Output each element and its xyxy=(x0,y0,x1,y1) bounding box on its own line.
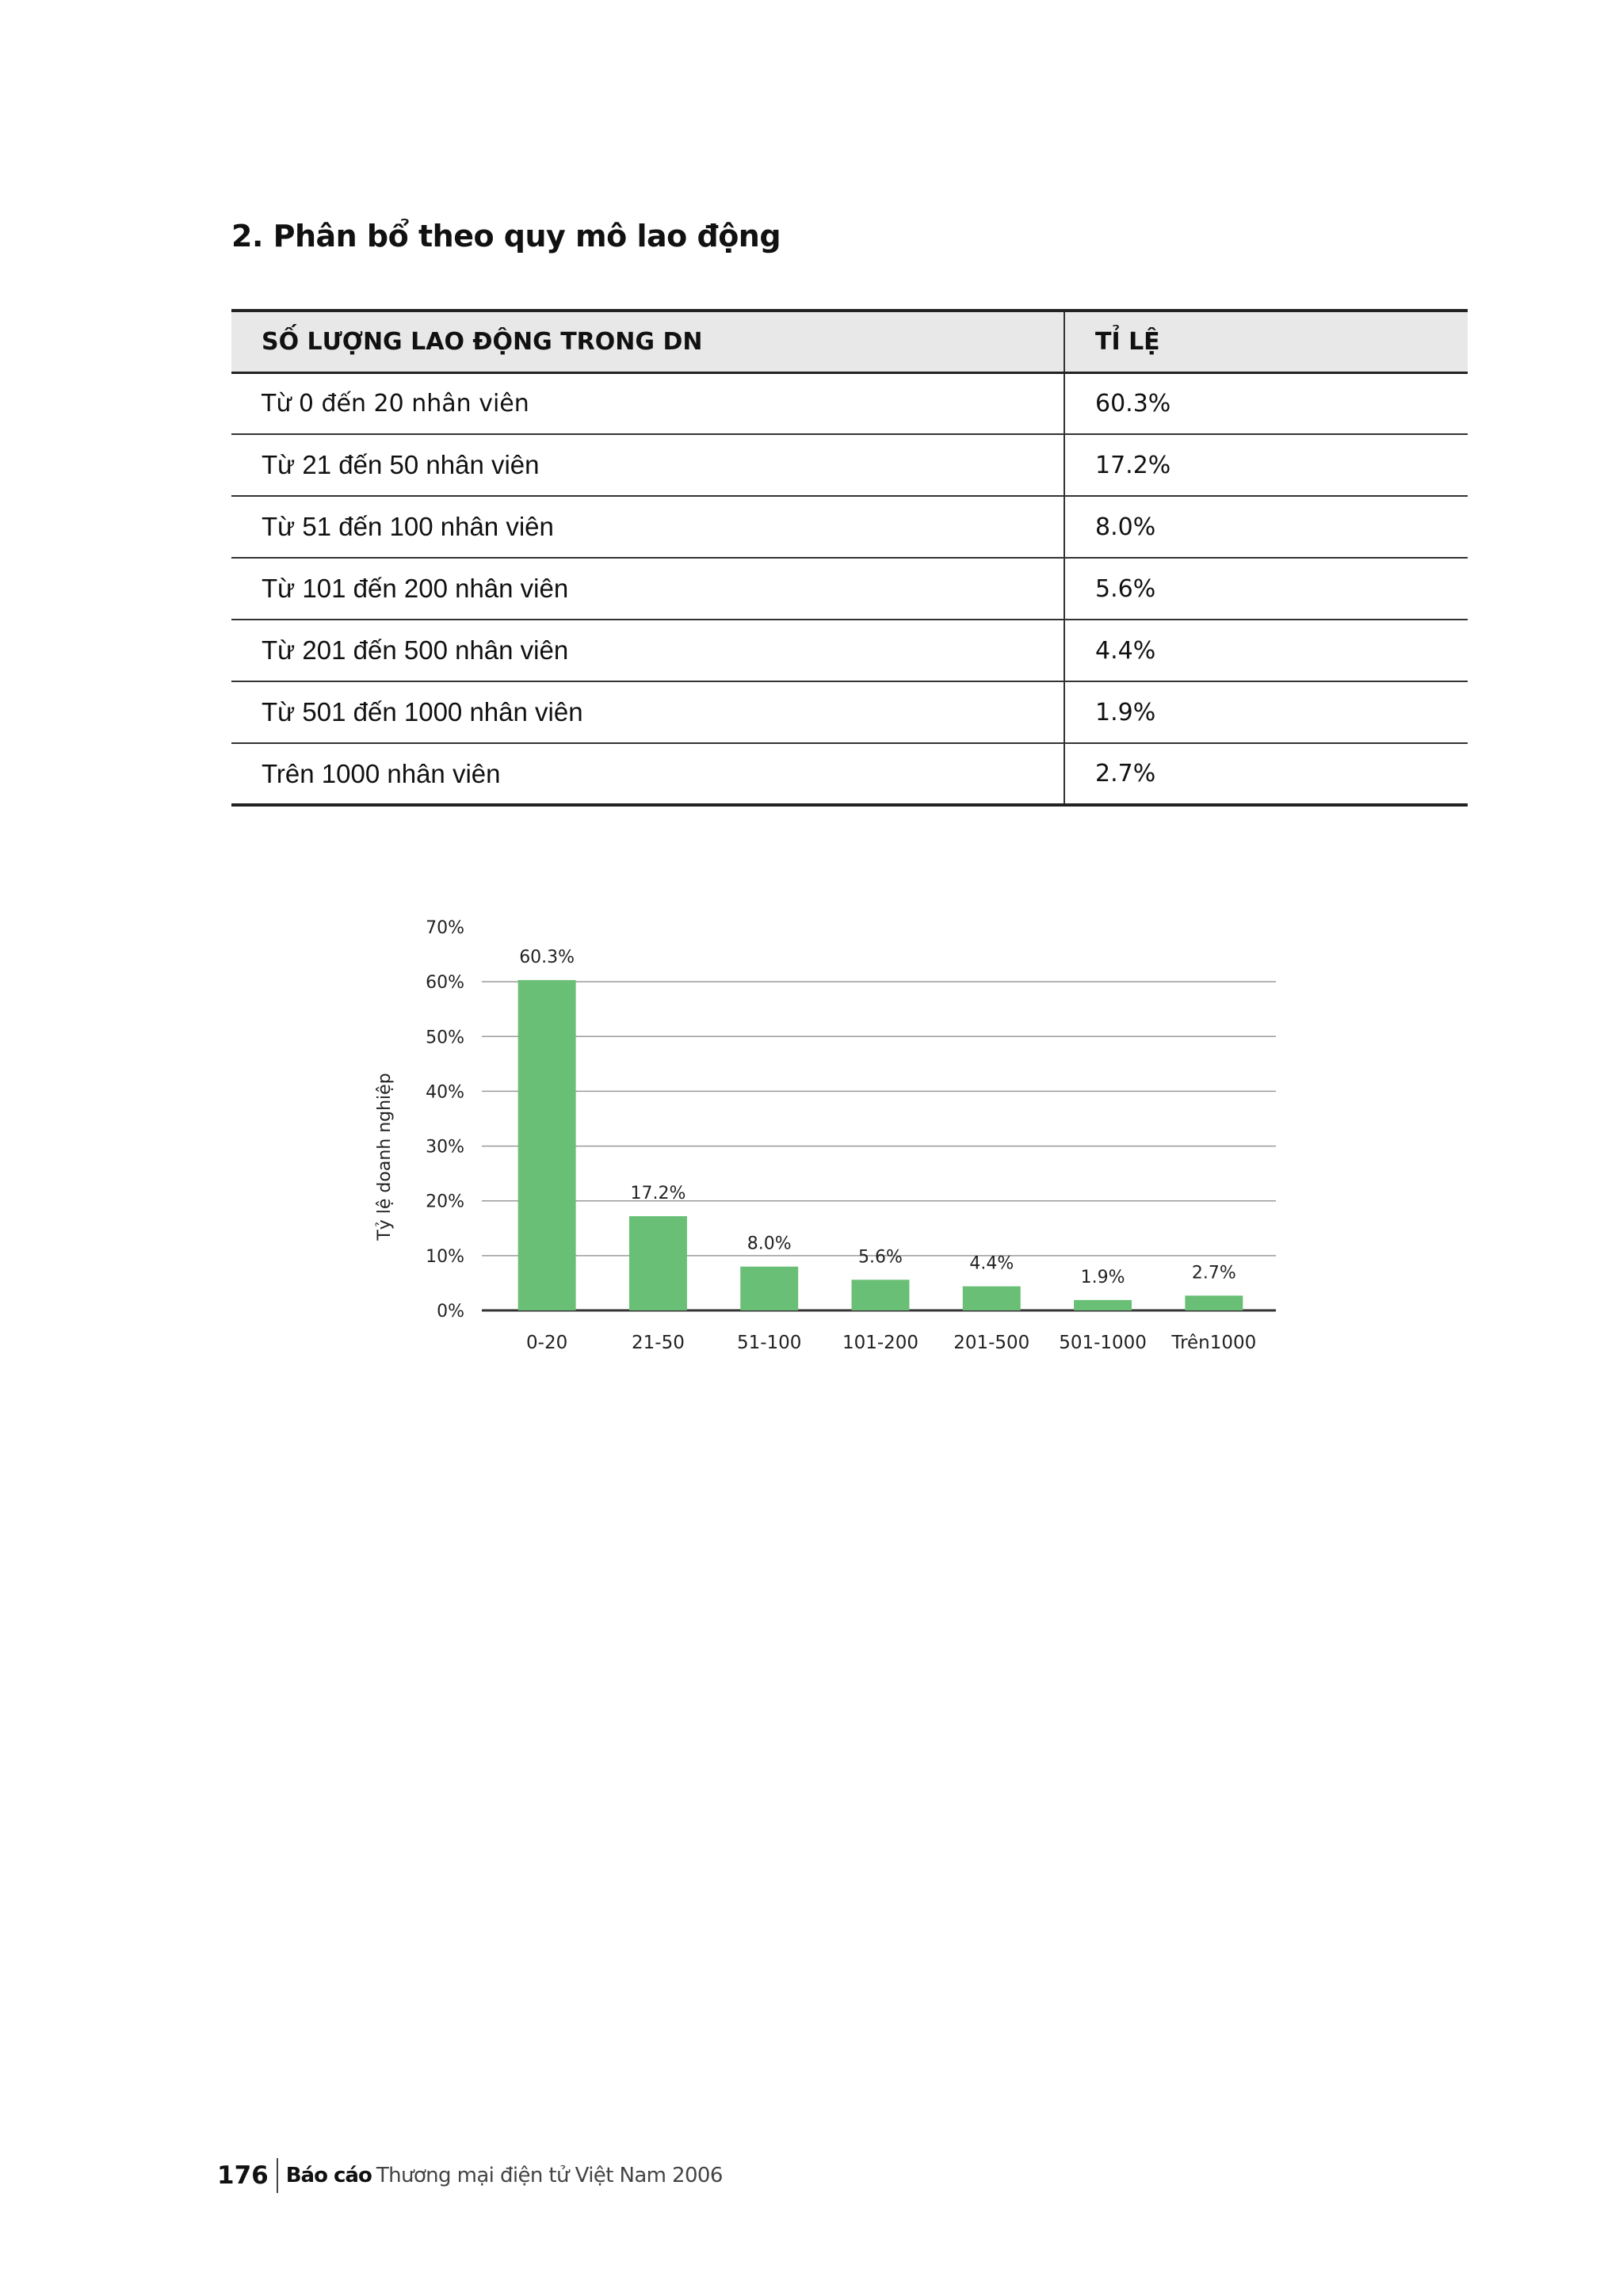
bar xyxy=(1185,1295,1243,1310)
bar xyxy=(963,1287,1021,1310)
y-tick-label: 70% xyxy=(426,918,464,938)
x-tick-label: Trên1000 xyxy=(1171,1333,1257,1353)
data-label: 2.7% xyxy=(1191,1263,1236,1283)
table-header-row xyxy=(231,311,1468,372)
footer-publication-title: Thương mại điện tử Việt Nam 2006 xyxy=(376,2164,723,2187)
row-value: 8.0% xyxy=(1064,496,1468,558)
y-tick-label: 60% xyxy=(426,973,464,994)
y-axis-label: Tỷ lệ doanh nghiệp xyxy=(375,1073,395,1241)
page-number: 176 xyxy=(217,2161,269,2190)
table-row xyxy=(231,372,1468,434)
table-row xyxy=(231,496,1468,558)
bar xyxy=(629,1216,687,1310)
table-row xyxy=(231,620,1468,681)
x-tick-label: 51-100 xyxy=(736,1333,802,1353)
x-tick-label: 21-50 xyxy=(632,1333,685,1353)
y-tick-label: 30% xyxy=(426,1137,464,1158)
row-value: 1.9% xyxy=(1064,681,1468,743)
data-label: 8.0% xyxy=(747,1234,792,1254)
header-ratio: TỈ LỆ xyxy=(1064,311,1468,372)
table-row xyxy=(231,743,1468,805)
footer-brand: Báo cáo xyxy=(285,2164,372,2187)
row-label: Từ 21 đến 50 nhân viên xyxy=(231,434,1064,496)
bar xyxy=(852,1280,910,1310)
y-tick-label: 10% xyxy=(426,1246,464,1267)
data-label: 60.3% xyxy=(519,948,575,968)
row-label: Trên 1000 nhân viên xyxy=(231,743,1064,805)
y-tick-label: 20% xyxy=(426,1192,464,1212)
row-value: 17.2% xyxy=(1064,434,1468,496)
row-value: 4.4% xyxy=(1064,620,1468,681)
section-title: 2. Phân bổ theo quy mô lao động xyxy=(231,219,781,254)
row-label: Từ 101 đến 200 nhân viên xyxy=(231,558,1064,620)
y-tick-label: 50% xyxy=(426,1028,464,1048)
x-tick-label: 0-20 xyxy=(526,1333,568,1353)
row-label: Từ 501 đến 1000 nhân viên xyxy=(231,681,1064,743)
y-tick-label: 0% xyxy=(437,1302,464,1322)
data-label: 4.4% xyxy=(969,1253,1014,1274)
row-label: Từ 51 đến 100 nhân viên xyxy=(231,496,1064,558)
table-row xyxy=(231,681,1468,743)
data-label: 1.9% xyxy=(1080,1267,1125,1287)
x-tick-label: 101-200 xyxy=(842,1333,919,1353)
bar xyxy=(518,980,576,1310)
row-value: 2.7% xyxy=(1064,743,1468,805)
bar xyxy=(740,1267,798,1310)
bar xyxy=(1074,1300,1132,1310)
page-footer xyxy=(217,2158,723,2193)
header-employee-count: SỐ LƯỢNG LAO ĐỘNG TRONG DN xyxy=(231,311,1064,372)
row-label: Từ 0 đến 20 nhân viên xyxy=(231,372,1064,434)
row-value: 60.3% xyxy=(1064,372,1468,434)
row-label: Từ 201 đến 500 nhân viên xyxy=(231,620,1064,681)
data-label: 17.2% xyxy=(630,1184,686,1204)
distribution-table xyxy=(231,309,1468,807)
x-tick-label: 501-1000 xyxy=(1059,1333,1147,1353)
table-row xyxy=(231,558,1468,620)
footer-divider xyxy=(277,2158,278,2193)
y-tick-label: 40% xyxy=(426,1082,464,1103)
bar-chart xyxy=(349,895,1300,1386)
table-row xyxy=(231,434,1468,496)
x-tick-label: 201-500 xyxy=(953,1333,1030,1353)
row-value: 5.6% xyxy=(1064,558,1468,620)
data-label: 5.6% xyxy=(858,1247,903,1268)
